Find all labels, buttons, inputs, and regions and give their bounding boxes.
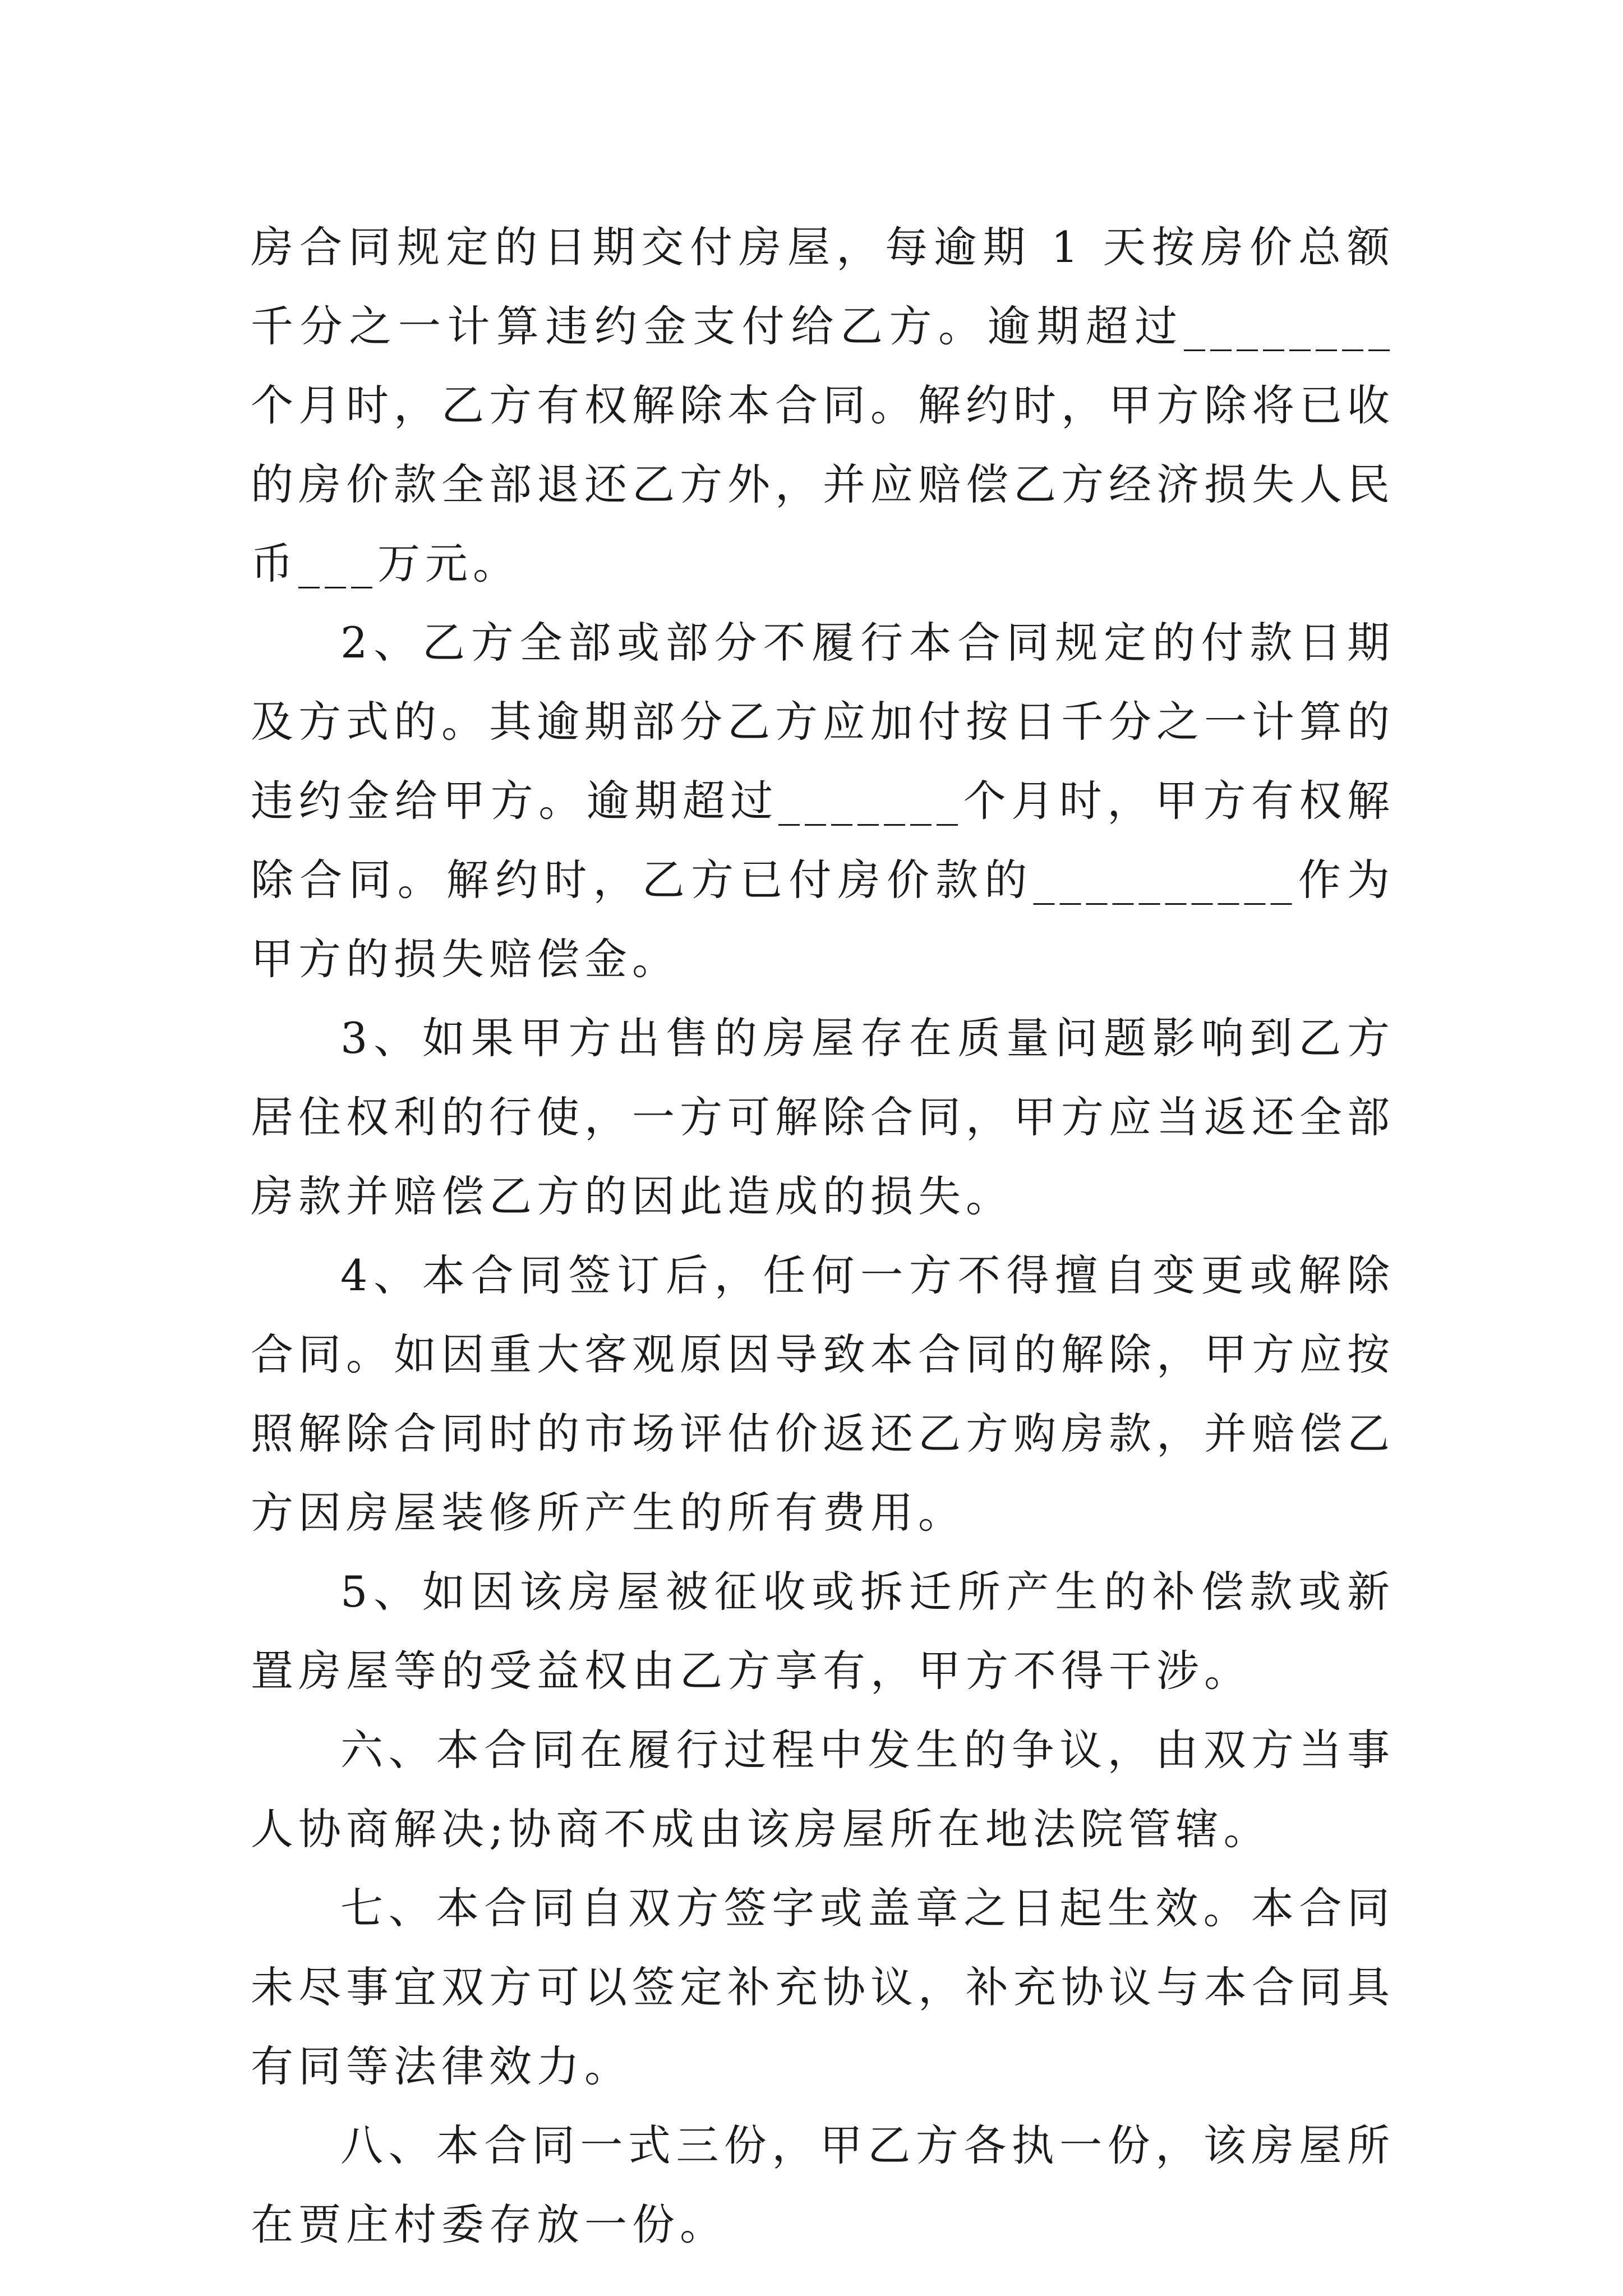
paragraph-section-8: 八、本合同一式三份，甲乙方各执一份，该房屋所在贾庄村委存放一份。 <box>251 2120 1395 2249</box>
paragraph-clause-3: 3、如果甲方出售的房屋存在质量问题影响到乙方居住权利的行使，一方可解除合同，甲方应当返还全部房款并赔偿乙方的因此造成的损失。 <box>251 1013 1395 1221</box>
document-body <box>251 208 1395 2264</box>
paragraph-section-6: 六、本合同在履行过程中发生的争议，由双方当事人协商解决;协商不成由该房屋所在地法院管辖。 <box>251 1725 1395 1854</box>
paragraph-continuation: 房合同规定的日期交付房屋，每逾期 1 天按房价总额千分之一计算违约金支付给乙方。逾期超过________个月时，乙方有权解除本合同。解约时，甲方除将已收的房价款全部退还乙方外，并应赔偿乙方经济损失人民币___万元。 <box>251 222 1395 588</box>
paragraph-section-7: 七、本合同自双方签字或盖章之日起生效。本合同未尽事宜双方可以签定补充协议，补充协议与本合同具有同等法律效力。 <box>251 1883 1395 2091</box>
paragraph-clause-5: 5、如因该房屋被征收或拆迁所产生的补偿款或新置房屋等的受益权由乙方享有，甲方不得干涉。 <box>251 1567 1395 1696</box>
paragraph-clause-2: 2、乙方全部或部分不履行本合同规定的付款日期及方式的。其逾期部分乙方应加付按日千分之一计算的违约金给甲方。逾期超过_______个月时，甲方有权解除合同。解约时，乙方已付房价款的__________作为甲方的损失赔偿金。 <box>251 618 1395 984</box>
paragraph-clause-4: 4、本合同签订后，任何一方不得擅自变更或解除合同。如因重大客观原因导致本合同的解除，甲方应按照解除合同时的市场评估价返还乙方购房款，并赔偿乙方因房屋装修所产生的所有费用。 <box>251 1250 1395 1538</box>
